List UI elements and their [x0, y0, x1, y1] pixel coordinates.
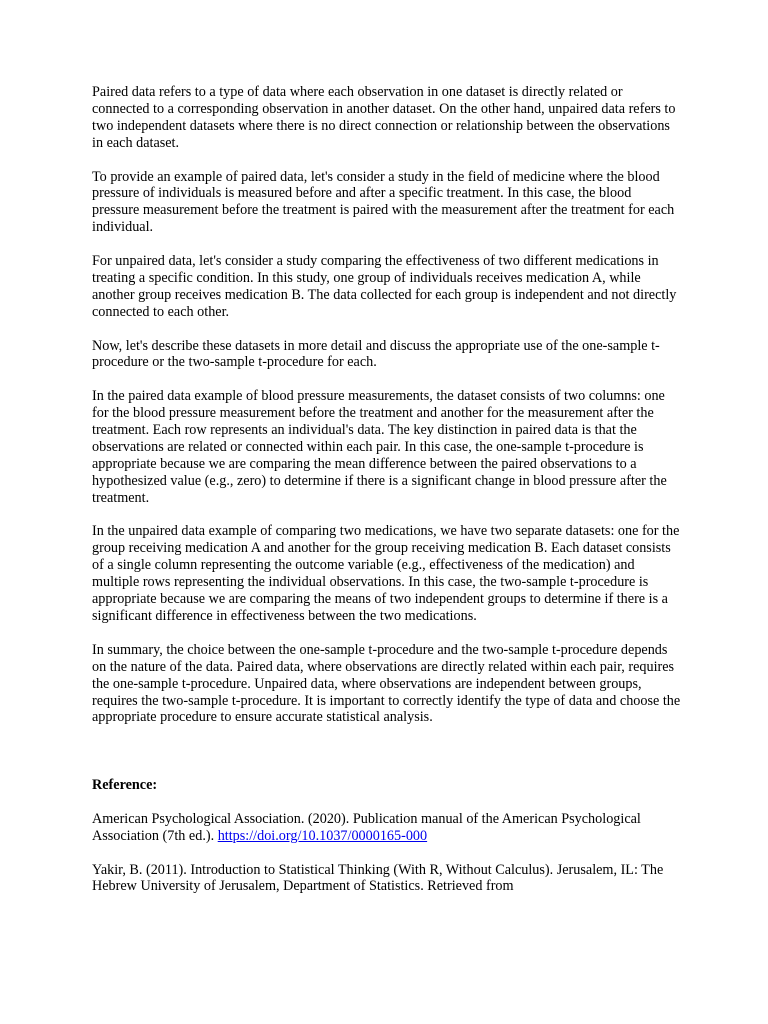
paragraph-summary: In summary, the choice between the one-sample t-procedure and the two-sample t-procedure depends on the nature of the data. Paired data, where observations are directly related within each pair, requires the one-sample t-procedure. Unpaired data, where observations are independent between groups, requires the two-sample t-procedure. It is important to correctly identify the type of data and choose the appropriate procedure to ensure accurate statistical analysis. — [92, 641, 681, 726]
paragraph-paired-definition: Paired data refers to a type of data where each observation in one dataset is directly related or connected to a corresponding observation in another dataset. On the other hand, unpaired data refers to two independent datasets where there is no direct connection or relationship between the observations in each dataset. — [92, 84, 676, 151]
reference-entry-yakir — [92, 862, 682, 896]
paragraph-paired-detail: In the paired data example of blood pressure measurements, the dataset consists of two columns: one for the blood pressure measurement before the treatment and another for the measurement after the treatment. Each row represents an individual's data. The key distinction in paired data is that the observations are related or connected within each pair. In this case, the one-sample t-procedure is appropriate because we are comparing the mean difference between the paired observations to a hypothesized value (e.g., zero) to determine if there is a significant change in blood pressure after the treatment. — [92, 388, 667, 506]
document-body — [92, 84, 682, 912]
section-spacer — [92, 743, 682, 777]
paragraph-describe-datasets: Now, let's describe these datasets in more detail and discuss the appropriate use of the one-sample t-procedure or the two-sample t-procedure for each. — [92, 337, 660, 371]
reference-doi-link[interactable]: https://doi.org/10.1037/0000165-000 — [217, 827, 428, 844]
reference-entry-apa — [92, 811, 682, 845]
paragraph-unpaired-example: For unpaired data, let's consider a study comparing the effectiveness of two different medications in treating a specific condition. In this study, one group of individuals receives medication A, while another group receives medication B. The data collected for each group is independent and not directly connected to each other. — [92, 253, 677, 320]
reference-heading: Reference: — [92, 777, 158, 794]
paragraph-unpaired-detail: In the unpaired data example of comparing two medications, we have two separate datasets: one for the group receiving medication A and another for the group receiving medication B. Each dataset consists of a single column representing the outcome variable (e.g., effectiveness of the medication) and multiple rows representing the individual observations. In this case, the two-sample t-procedure is appropriate because we are comparing the means of two independent groups to determine if there is a significant difference in effectiveness between the two medications. — [92, 523, 680, 625]
reference-entry-apa-text: American Psychological Association. (2020). Publication manual of the American Psychological Association (7th ed.). — [92, 810, 641, 844]
paragraph-paired-example: To provide an example of paired data, let's consider a study in the field of medicine where the blood pressure of individuals is measured before and after a specific treatment. In this case, the blood pressure measurement before the treatment is paired with the measurement after the treatment for each individual. — [92, 168, 675, 236]
reference-entry-yakir-text: Yakir, B. (2011). Introduction to Statistical Thinking (With R, Without Calculus). Jerusalem, IL: The Hebrew University of Jerusalem, Department of Statistics. Retrieved from — [92, 861, 664, 895]
